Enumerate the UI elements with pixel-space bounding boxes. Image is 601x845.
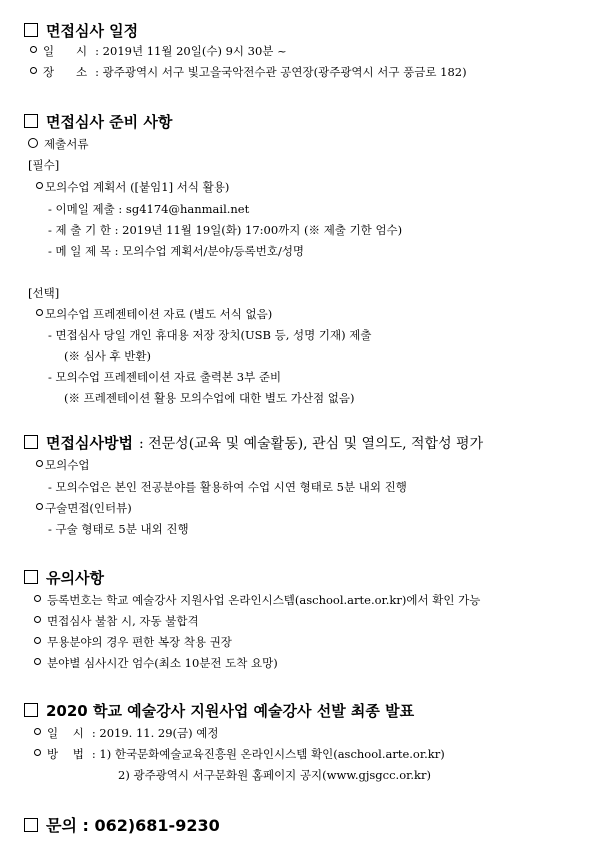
contact-line	[24, 813, 220, 836]
mock-item: 모의수업	[36, 458, 89, 472]
announce-method-value-2: 2) 광주광역시 서구문화원 홈페이지 공지(www.gjsgcc.or.kr)	[118, 768, 431, 782]
bullet-circle-icon	[34, 616, 41, 623]
schedule-date-label: 일 시	[43, 44, 88, 58]
bullet-circle-icon	[34, 595, 41, 602]
bullet-circle-icon	[30, 46, 37, 53]
checkbox-square-icon	[24, 23, 38, 37]
announce-method-label: 방 법	[47, 747, 84, 761]
bullet-circle-icon	[36, 503, 43, 510]
notes-heading: 유의사항	[24, 567, 104, 588]
usb-line: - 면접심사 당일 개인 휴대용 저장 장치(USB 등, 성명 기재) 제출	[48, 328, 372, 342]
usb-note: (※ 심사 후 반환)	[64, 349, 151, 363]
deadline-line: - 제 출 기 한 : 2019년 11월 19일(화) 17:00까지 (※ 제출 기한 엄수)	[48, 223, 403, 237]
list-item: 분야별 심사시간 엄수(최소 10분전 도착 요망)	[34, 656, 278, 670]
email-line: - 이메일 제출 : sg4174@hanmail.net	[48, 202, 250, 216]
subject-line: - 메 일 제 목 : 모의수업 계획서/분야/등록번호/성명	[48, 244, 305, 258]
bullet-circle-icon	[34, 728, 41, 735]
bullet-circle-icon	[30, 67, 37, 74]
schedule-place-label: 장 소	[43, 65, 88, 79]
plan-item: 모의수업 계획서 ([붙임1] 서식 활용)	[36, 180, 229, 194]
bullet-circle-icon	[34, 658, 41, 665]
print-line: - 모의수업 프레젠테이션 자료 출력본 3부 준비	[48, 370, 282, 384]
mock-detail: - 모의수업은 본인 전공분야를 활용하여 수업 시연 형태로 5분 내외 진행	[48, 480, 407, 494]
bullet-circle-icon	[34, 637, 41, 644]
list-item: 면접심사 불참 시, 자동 불합격	[34, 614, 199, 628]
announce-date-line	[34, 726, 218, 740]
checkbox-square-icon	[24, 114, 38, 128]
method-criteria: : 전문성(교육 및 예술활동), 관심 및 열의도, 적합성 평가	[138, 436, 484, 452]
schedule-heading: 면접심사 일정	[24, 20, 138, 41]
bullet-circle-icon	[36, 182, 43, 189]
announce-heading: 2020 학교 예술강사 지원사업 예술강사 선발 최종 발표	[24, 700, 414, 721]
bullet-circle-icon	[36, 309, 43, 316]
checkbox-square-icon	[24, 818, 38, 832]
schedule-date-value: : 2019년 11월 20일(수) 9시 30분 ~	[95, 44, 287, 58]
oral-item: 구술면접(인터뷰)	[36, 501, 132, 515]
list-item: 등록번호는 학교 예술강사 지원사업 온라인시스템(aschool.arte.or.kr)에서 확인 가능	[34, 593, 480, 607]
method-heading: 면접심사방법 : 전문성(교육 및 예술활동), 관심 및 열의도, 적합성 평가	[24, 432, 483, 453]
bullet-circle-icon	[34, 749, 41, 756]
schedule-date-line	[30, 44, 287, 58]
checkbox-square-icon	[24, 703, 38, 717]
presentation-item: 모의수업 프레젠테이션 자료 (별도 서식 없음)	[36, 307, 272, 321]
announce-date-label: 일 시	[47, 726, 84, 740]
checkbox-square-icon	[24, 435, 38, 449]
checkbox-square-icon	[24, 570, 38, 584]
optional-label: [선택]	[28, 286, 60, 300]
prep-heading: 면접심사 준비 사항	[24, 111, 172, 132]
announce-date-value: : 2019. 11. 29(금) 예정	[91, 726, 219, 740]
bullet-circle-icon	[36, 460, 43, 467]
bullet-circle-icon	[28, 138, 38, 148]
announce-method-value-1: : 1) 한국문화예술교육진흥원 온라인시스템 확인(aschool.arte.or.kr)	[91, 747, 445, 761]
list-item: 무용분야의 경우 편한 복장 착용 권장	[34, 635, 232, 649]
oral-detail: - 구술 형태로 5분 내외 진행	[48, 522, 189, 536]
required-label: [필수]	[28, 158, 60, 172]
docs-heading: 제출서류	[28, 137, 88, 151]
print-note: (※ 프레젠테이션 활용 모의수업에 대한 별도 가산점 없음)	[64, 391, 355, 405]
announce-method-line	[34, 747, 445, 761]
schedule-place-value: : 광주광역시 서구 빛고을국악전수관 공연장(광주광역시 서구 풍금로 182)	[95, 65, 467, 79]
contact-text: 문의 : 062)681-9230	[46, 816, 220, 835]
schedule-place-line	[30, 65, 467, 79]
